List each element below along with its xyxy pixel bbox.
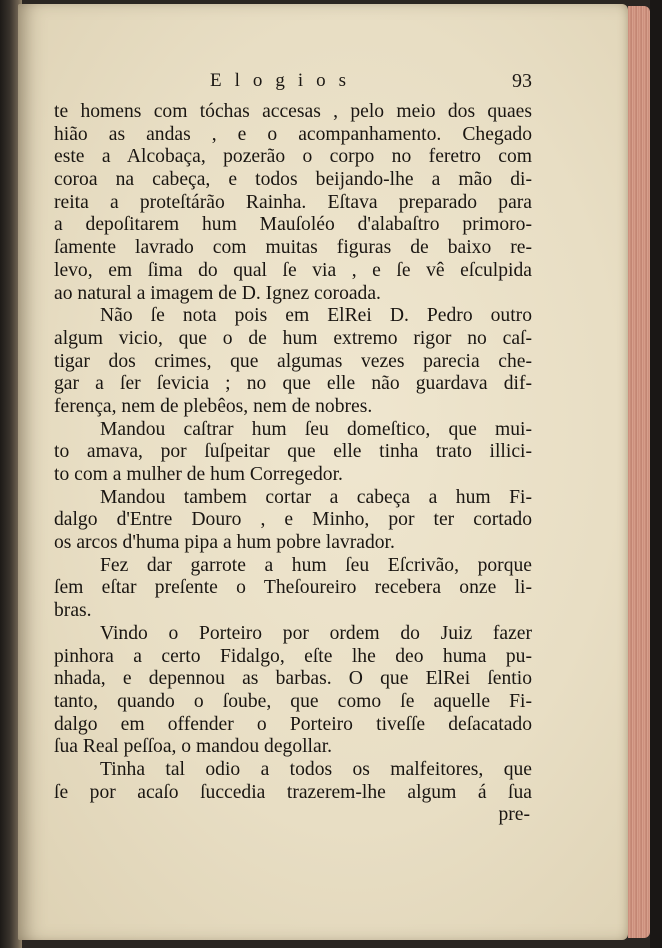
- text-line: Tinha tal odio a todos os malfeitores, que: [100, 758, 532, 780]
- text-line: Mandou caſtrar hum ſeu domeſtico, que mui-: [100, 418, 532, 440]
- text-line: gar a ſer ſevicia ; no que elle não guardava dif-: [54, 373, 532, 395]
- text-line: ſe por acaſo ſuccedia trazerem-lhe algum á ſua: [54, 781, 532, 803]
- text-line: coroa na cabeça, e todos beijando-lhe a mão di-: [54, 169, 532, 191]
- body-text: [54, 101, 532, 827]
- text-line: dalgo d'Entre Douro , e Minho, por ter cortado: [54, 509, 532, 531]
- text-line: a depoſitarem hum Mauſoléo d'alabaſtro primoro-: [54, 214, 532, 236]
- text-line: Não ſe nota pois em ElRei D. Pedro outro: [100, 305, 532, 327]
- text-line: os arcos d'huma pipa a hum pobre lavrador.: [54, 532, 395, 554]
- text-line: levo, em ſima do qual ſe via , e ſe vê eſculpida: [54, 259, 532, 281]
- text-line: ſua Real peſſoa, o mandou degollar.: [54, 736, 333, 758]
- text-line: hião as andas , e o acompanhamento. Chegado: [54, 123, 532, 145]
- text-line: to com a mulher de hum Corregedor.: [54, 464, 343, 485]
- text-line: Mandou tambem cortar a cabeça a hum Fi-: [100, 486, 532, 508]
- text-line: ſamente lavrado com muitas figuras de baixo re-: [54, 237, 532, 259]
- text-line: ſem eſtar preſente o Theſoureiro recebera onze li-: [54, 577, 532, 599]
- catchword: pre-: [498, 804, 530, 826]
- running-title: Elogios: [210, 70, 360, 91]
- text-line: reita a proteſtárão Rainha. Eſtava preparado para: [54, 191, 532, 213]
- text-line: to amava, por ſuſpeitar que elle tinha trato illici-: [54, 441, 532, 463]
- text-line: ferença, nem de plebêos, nem de nobres.: [54, 395, 373, 417]
- text-line: pinhora a certo Fidalgo, eſte lhe deo huma pu-: [54, 645, 532, 667]
- text-line: te homens com tóchas accesas , pelo meio dos quaes: [54, 101, 532, 122]
- text-line: dalgo em offender o Porteiro tiveſſe deſacatado: [54, 713, 532, 735]
- text-line: Fez dar garrote a hum ſeu Eſcrivão, porque: [100, 554, 532, 576]
- page-header: [54, 70, 532, 94]
- text-line: nhada, e depennou as barbas. O que ElRei ſentio: [54, 668, 532, 690]
- text-line: Vindo o Porteiro por ordem do Juiz fazer: [100, 622, 532, 644]
- text-line: bras.: [54, 600, 92, 622]
- text-line: algum vicio, que o de hum extremo rigor no caſ-: [54, 327, 532, 349]
- text-line: tanto, quando o ſoube, que como ſe aquelle Fi-: [54, 690, 532, 712]
- page-edges: [628, 6, 650, 938]
- text-line: ao natural a imagem de D. Ignez coroada.: [54, 282, 381, 304]
- background-right: [650, 0, 662, 948]
- text-line: este a Alcobaça, pozerão o corpo no feretro com: [54, 146, 532, 168]
- text-line: tigar dos crimes, que algumas vezes parecia che-: [54, 350, 532, 372]
- page-number: 93: [512, 70, 532, 92]
